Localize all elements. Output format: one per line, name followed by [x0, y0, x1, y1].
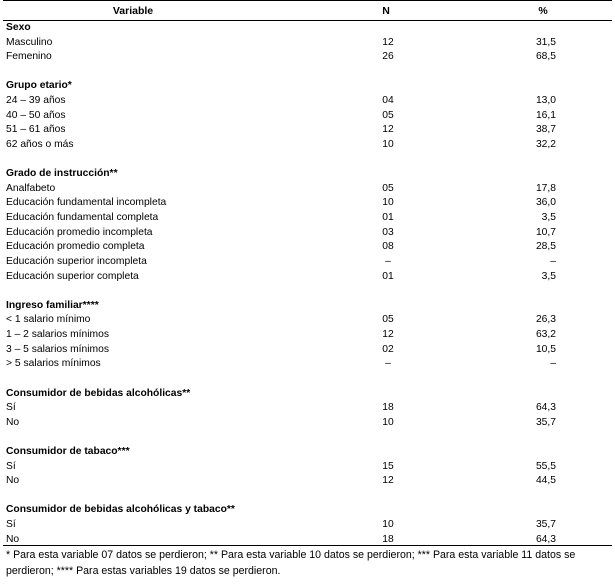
group-header-row: [3, 445, 612, 460]
group-header-row: [3, 387, 612, 402]
row-percent: 36,0: [535, 197, 556, 209]
footnote: * Para esta variable 07 datos se perdieron; ** Para esta variable 10 datos se perdieron; *** Para esta variable 11 datos se perdieron; **** Para estas variables 19 datos se perdieron.: [6, 549, 576, 577]
row-label: Femenino: [6, 51, 52, 63]
table-row: [3, 226, 612, 241]
row-n: 12: [382, 475, 394, 487]
table-row: [3, 211, 612, 226]
table-row: [3, 255, 612, 270]
row-n: 01: [382, 270, 394, 282]
spacer-row: [3, 153, 612, 168]
row-n: 02: [382, 343, 394, 355]
row-n: 01: [382, 212, 394, 224]
row-n: 10: [382, 519, 394, 531]
group-label: Ingreso familiar****: [6, 299, 99, 311]
row-label: Educación fundamental completa: [6, 212, 159, 224]
table-row: [3, 109, 612, 124]
table-row: [3, 182, 612, 197]
row-label: No: [6, 416, 20, 428]
row-percent: 3,5: [541, 270, 556, 282]
group-header-row: [3, 299, 612, 314]
row-label: 3 – 5 salarios mínimos: [6, 343, 110, 355]
row-label: 1 – 2 salarios mínimos: [6, 329, 110, 341]
header-variable: Variable: [112, 5, 154, 17]
table-row: [3, 123, 612, 138]
row-label: Masculino: [6, 36, 53, 48]
table-row: [3, 270, 612, 285]
row-label: Educación promedio incompleta: [6, 226, 153, 238]
group-header-row: [3, 503, 612, 518]
row-percent: 13,0: [535, 95, 556, 107]
table-row: [3, 343, 612, 358]
row-n: 10: [382, 197, 394, 209]
row-percent: 26,3: [535, 314, 556, 326]
table-row: [3, 313, 612, 328]
group-header-row: [3, 21, 612, 36]
row-label: 40 – 50 años: [6, 109, 66, 121]
spacer-row: [3, 489, 612, 504]
table-row: [3, 196, 612, 211]
row-percent: 44,5: [535, 475, 556, 487]
row-label: Educación superior incompleta: [6, 255, 147, 267]
table-row: [3, 416, 612, 431]
row-percent: 38,7: [535, 124, 556, 136]
spacer-row: [3, 372, 612, 387]
row-label: Educación fundamental incompleta: [6, 197, 167, 209]
header-percent: %: [538, 5, 548, 17]
bottom-rule: [3, 545, 612, 546]
row-percent: 31,5: [535, 36, 556, 48]
group-label: Sexo: [6, 22, 31, 33]
group-label: Grupo etario*: [6, 80, 72, 92]
row-n: 04: [382, 95, 394, 107]
row-percent: 55,5: [535, 460, 556, 472]
row-n: 10: [382, 416, 394, 428]
row-label: Sí: [6, 402, 16, 414]
row-n: 18: [382, 402, 394, 414]
spacer-row: [3, 65, 612, 80]
table-row: [3, 328, 612, 343]
row-n: –: [385, 255, 391, 267]
table-row: [3, 401, 612, 416]
row-percent: 32,2: [535, 138, 556, 150]
table-header: [3, 3, 612, 19]
row-n: 18: [382, 533, 394, 545]
table-row: [3, 474, 612, 489]
row-n: 03: [382, 226, 394, 238]
group-label: Consumidor de bebidas alcohólicas y tabaco**: [6, 504, 235, 516]
row-percent: 64,3: [535, 402, 556, 414]
row-n: 12: [382, 124, 394, 136]
table-row: [3, 94, 612, 109]
row-n: 12: [382, 329, 394, 341]
row-percent: 63,2: [535, 329, 556, 341]
header-n: N: [382, 5, 390, 17]
top-rule: [3, 0, 612, 1]
row-label: 51 – 61 años: [6, 124, 66, 136]
row-label: No: [6, 533, 20, 545]
row-n: 12: [382, 36, 394, 48]
group-header-row: [3, 79, 612, 94]
row-label: No: [6, 475, 20, 487]
row-label: Sí: [6, 519, 16, 531]
row-label: > 5 salarios mínimos: [6, 358, 101, 370]
table-row: [3, 240, 612, 255]
row-percent: 28,5: [535, 241, 556, 253]
row-n: 05: [382, 314, 394, 326]
row-percent: –: [550, 255, 556, 267]
row-label: Analfabeto: [6, 182, 56, 194]
row-n: 08: [382, 241, 394, 253]
row-percent: 3,5: [541, 212, 556, 224]
row-percent: 64,3: [535, 533, 556, 545]
table-row: [3, 460, 612, 475]
group-header-row: [3, 167, 612, 182]
row-n: 10: [382, 138, 394, 150]
row-percent: 35,7: [535, 416, 556, 428]
table-row: [3, 138, 612, 153]
row-n: 05: [382, 109, 394, 121]
row-percent: 10,5: [535, 343, 556, 355]
row-percent: 35,7: [535, 519, 556, 531]
group-label: Consumidor de bebidas alcohólicas**: [6, 387, 191, 399]
row-label: Sí: [6, 460, 16, 472]
row-percent: 16,1: [535, 109, 556, 121]
table-row: [3, 36, 612, 51]
row-label: 62 años o más: [6, 138, 74, 150]
table-row: [3, 518, 612, 533]
group-label: Grado de instrucción**: [6, 168, 118, 180]
spacer-row: [3, 430, 612, 445]
group-label: Consumidor de tabaco***: [6, 445, 130, 457]
row-percent: 17,8: [535, 182, 556, 194]
row-label: Educación promedio completa: [6, 241, 145, 253]
row-label: < 1 salario mínimo: [6, 314, 91, 326]
row-n: 26: [382, 51, 394, 63]
spacer-row: [3, 284, 612, 299]
row-percent: 10,7: [535, 226, 556, 238]
row-percent: 68,5: [535, 51, 556, 63]
row-n: 05: [382, 182, 394, 194]
table-row: [3, 50, 612, 65]
row-label: Educación superior completa: [6, 270, 139, 282]
row-n: 15: [382, 460, 394, 472]
row-percent: –: [550, 358, 556, 370]
row-n: –: [385, 358, 391, 370]
row-label: 24 – 39 años: [6, 95, 66, 107]
table-row: [3, 357, 612, 372]
